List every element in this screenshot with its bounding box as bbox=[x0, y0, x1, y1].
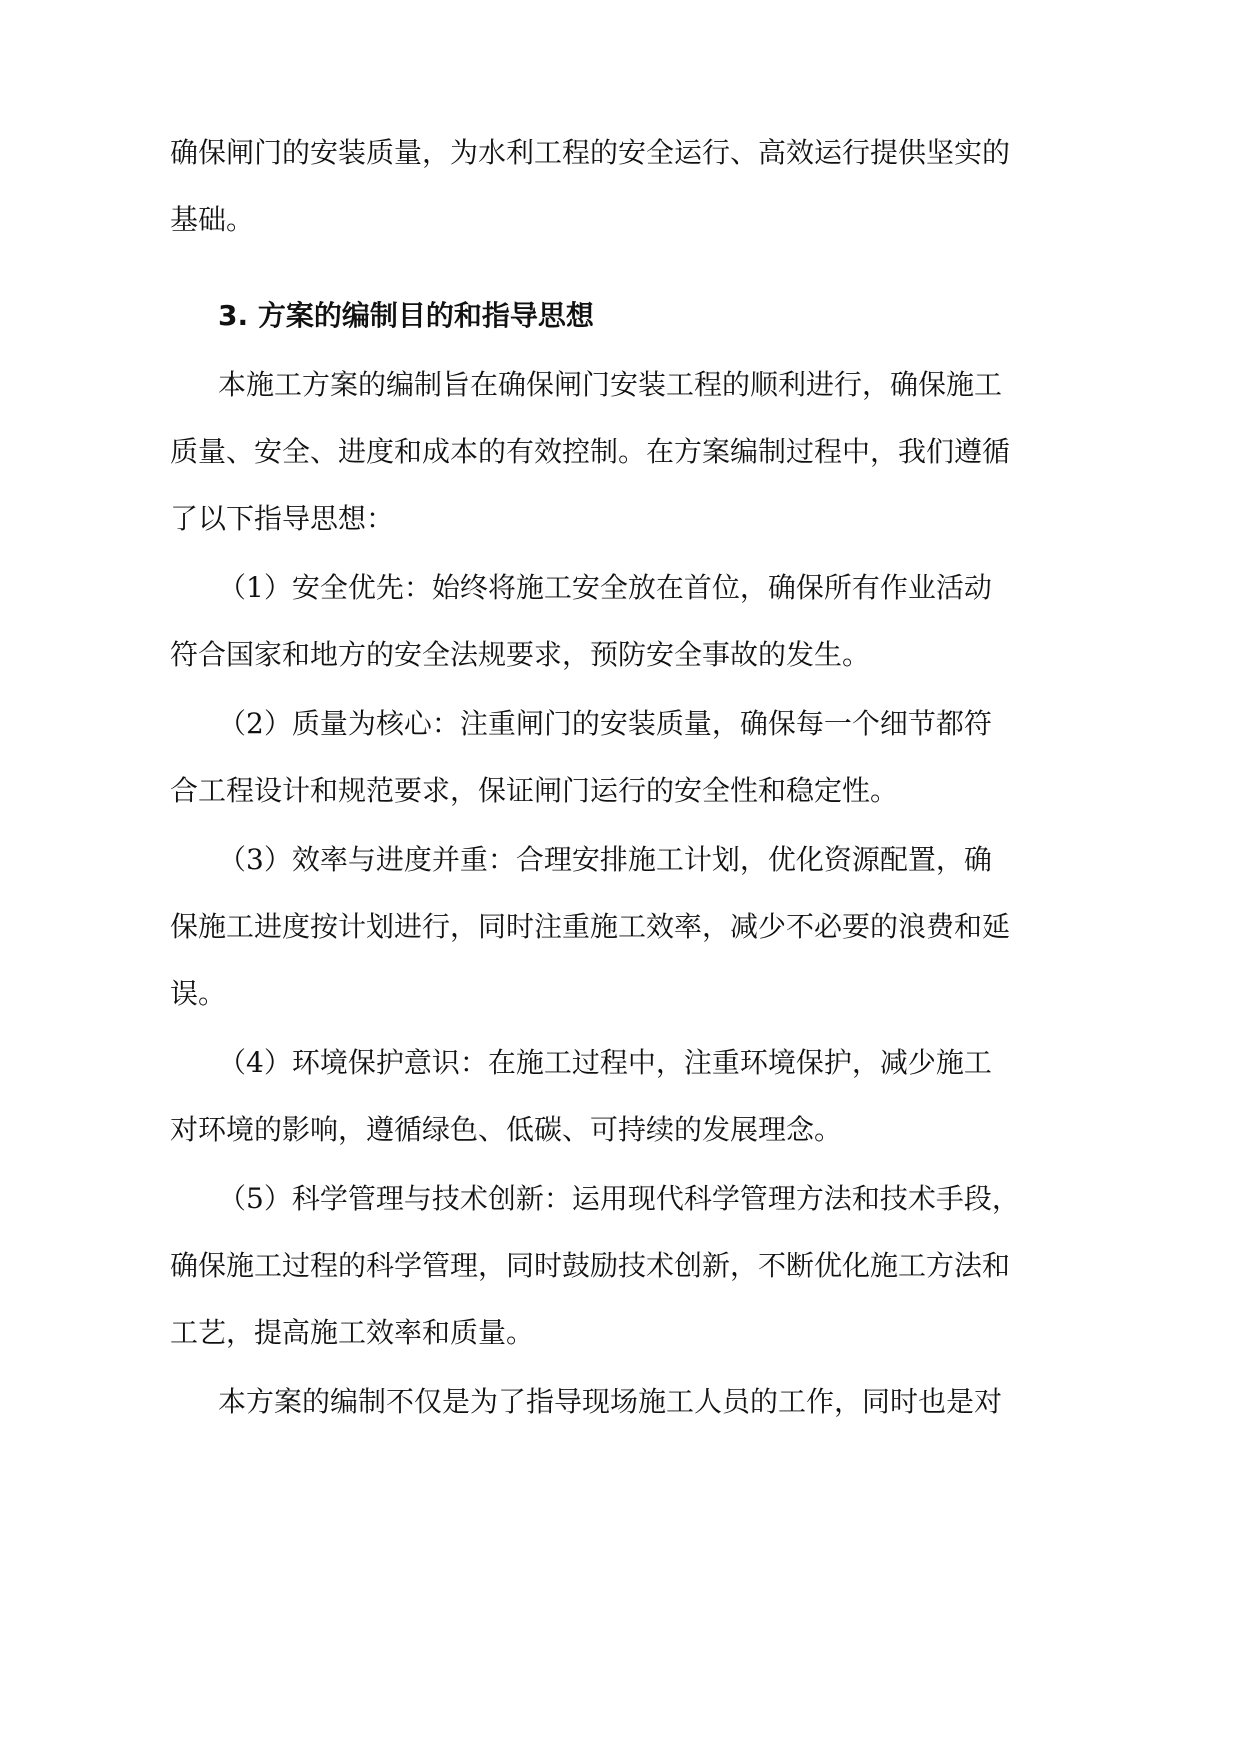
principle-item-1: （1）安全优先：始终将施工安全放在首位，确保所有作业活动 bbox=[218, 571, 992, 604]
section-heading: 3. 方案的编制目的和指导思想 bbox=[218, 299, 594, 332]
principle-item-3-continued: 误。 bbox=[170, 977, 227, 1010]
body-text-line: 本方案的编制不仅是为了指导现场施工人员的工作，同时也是对 bbox=[218, 1385, 1003, 1418]
body-text-line: 基础。 bbox=[170, 203, 255, 236]
body-text-line: 了以下指导思想： bbox=[170, 502, 395, 535]
principle-item-5-continued: 确保施工过程的科学管理，同时鼓励技术创新，不断优化施工方法和 bbox=[170, 1249, 1011, 1282]
principle-item-5: （5）科学管理与技术创新：运用现代科学管理方法和技术手段， bbox=[218, 1182, 1020, 1215]
body-text-line: 质量、安全、进度和成本的有效控制。在方案编制过程中，我们遵循 bbox=[170, 435, 1011, 468]
principle-item-5-continued: 工艺，提高施工效率和质量。 bbox=[170, 1316, 535, 1349]
body-text-line: 本施工方案的编制旨在确保闸门安装工程的顺利进行，确保施工 bbox=[218, 368, 1003, 401]
principle-item-3-continued: 保施工进度按计划进行，同时注重施工效率，减少不必要的浪费和延 bbox=[170, 910, 1011, 943]
principle-item-4-continued: 对环境的影响，遵循绿色、低碳、可持续的发展理念。 bbox=[170, 1113, 843, 1146]
body-text-line: 确保闸门的安装质量，为水利工程的安全运行、高效运行提供坚实的 bbox=[170, 136, 1011, 169]
principle-item-2: （2）质量为核心：注重闸门的安装质量，确保每一个细节都符 bbox=[218, 707, 992, 740]
principle-item-1-continued: 符合国家和地方的安全法规要求，预防安全事故的发生。 bbox=[170, 638, 871, 671]
principle-item-3: （3）效率与进度并重：合理安排施工计划，优化资源配置，确 bbox=[218, 843, 992, 876]
principle-item-4: （4）环境保护意识：在施工过程中，注重环境保护，减少施工 bbox=[218, 1046, 992, 1079]
principle-item-2-continued: 合工程设计和规范要求，保证闸门运行的安全性和稳定性。 bbox=[170, 774, 899, 807]
